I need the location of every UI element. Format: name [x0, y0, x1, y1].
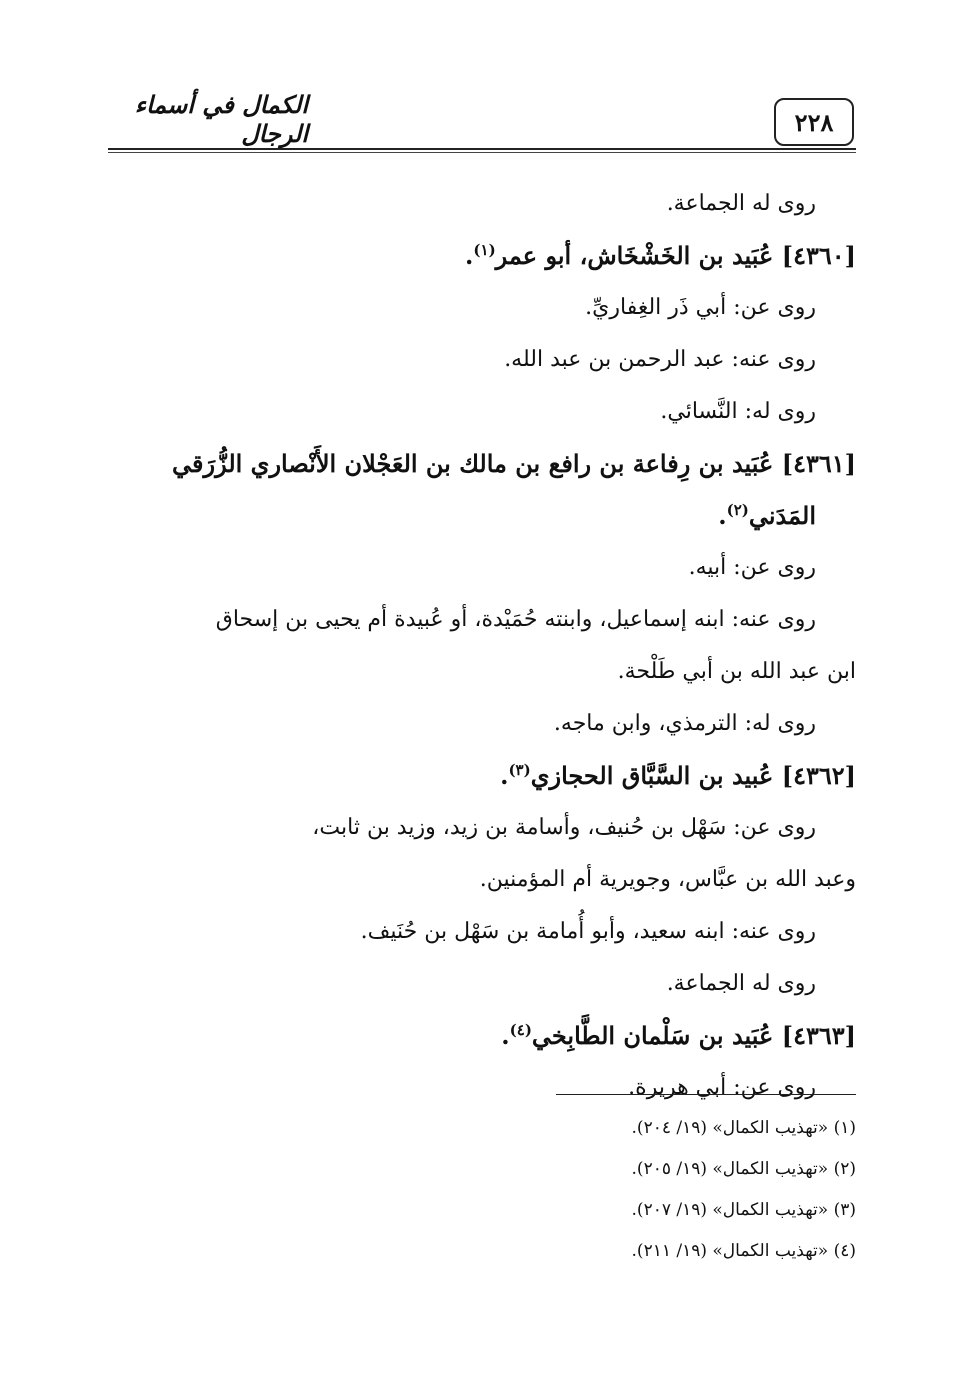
page-header [108, 88, 856, 152]
page-number: ٢٢٨ [774, 98, 854, 146]
text-line: وعبد الله بن عبَّاس، وجويرية أم المؤمنين. [479, 867, 856, 892]
text-line: روى عن: سَهْل بن حُنيف، وأسامة بن زيد، وزيد بن ثابت، [312, 815, 816, 840]
header-rule [108, 148, 856, 150]
text-line: روى عن: أبي ذَر الغِفاريِّ. [585, 295, 816, 320]
text-line: روى عنه: ابنه إسماعيل، وابنته حُمَيْدة، أو عُبيدة أم يحيى بن إسحاق [215, 607, 816, 632]
text-line: ابن عبد الله بن أبي طَلْحة. [617, 659, 856, 684]
footnote-marker: (١) [473, 241, 496, 259]
text-line: روى له الجماعة. [666, 191, 816, 216]
entry-heading: [٤٣٦٣] عُبَيد بن سَلْمان الطَّابِخي$^{(٤)}$. [501, 1021, 856, 1050]
running-book-title: الكمال في أسماء الرجال [134, 90, 308, 148]
text-line: روى عنه: عبد الرحمن بن عبد الله. [504, 347, 816, 372]
entry-heading: [٤٣٦٠] عُبَيد بن الخَشْخَاش، أبو عمر$^{(١)}$. [465, 241, 856, 270]
entry-heading-cont: المَدَني$^{(٢)}$. [718, 501, 816, 530]
text-line: روى عن: أبيه. [688, 555, 816, 580]
footnote: (٢) «تهذيب الكمال» (١٩/ ٢٠٥). [631, 1159, 856, 1179]
footnote-marker: (٢) [726, 501, 749, 519]
footnote: (٣) «تهذيب الكمال» (١٩/ ٢٠٧). [631, 1200, 856, 1220]
footnote-separator [556, 1094, 856, 1095]
text-line: روى له الجماعة. [666, 971, 816, 996]
text-line: روى له: الترمذي، وابن ماجه. [553, 711, 816, 736]
text-line: روى له: النَّسائي. [660, 399, 816, 424]
footnote-marker: (٤) [509, 1021, 532, 1039]
footnotes [460, 1108, 856, 1272]
header-rule-thin [108, 152, 856, 153]
text-line: روى عنه: ابنه سعيد، وأبو أُمامة بن سَهْل بن حُنَيف. [360, 919, 816, 944]
footnote-marker: (٣) [508, 761, 531, 779]
text-line: روى عن: أبي هريرة. [628, 1075, 816, 1100]
footnote: (١) «تهذيب الكمال» (١٩/ ٢٠٤). [631, 1118, 856, 1138]
footnote: (٤) «تهذيب الكمال» (١٩/ ٢١١). [631, 1241, 856, 1261]
entry-heading: [٤٣٦٢] عُبيد بن السَّبَّاق الحجازي$^{(٣)}$. [500, 761, 856, 790]
main-text [108, 178, 856, 1114]
entry-heading: [٤٣٦١] عُبَيد بن رِفاعة بن رافع بن مالك بن العَجْلان الأَنْصاري الزُّرَقي [172, 449, 856, 478]
